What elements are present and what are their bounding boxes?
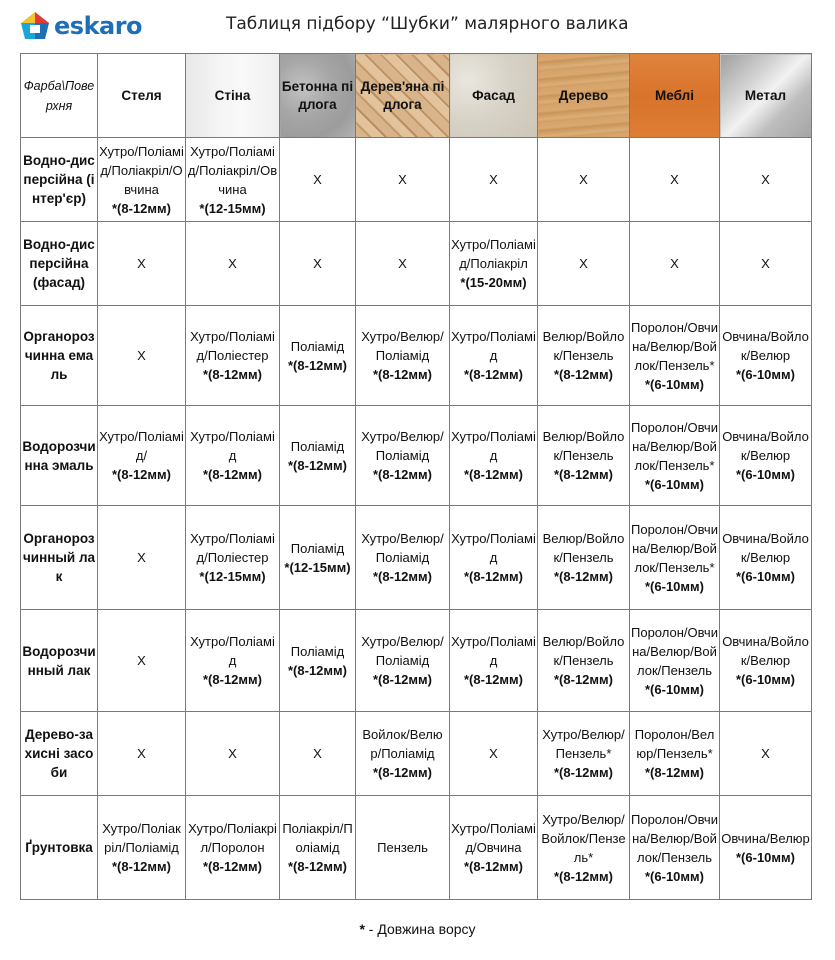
- nap-length: *(8-12мм): [464, 467, 523, 482]
- header-concrete-floor: Бетонна підлога: [280, 54, 356, 138]
- table-cell: [186, 222, 280, 306]
- footnote-text: - Довжина ворсу: [364, 921, 476, 937]
- table-cell: [186, 406, 280, 506]
- eskaro-logo: [20, 10, 142, 42]
- cell-text: Х: [137, 653, 146, 668]
- cell-text: Х: [398, 172, 407, 187]
- table-cell: [450, 306, 538, 406]
- row-label: Дерево-захисні засоби: [21, 712, 98, 796]
- cell-text: Х: [398, 256, 407, 271]
- cell-text: Хутро/Велюр/Поліамід: [361, 429, 444, 463]
- cell-text: Хутро/Велюр/Пензель*: [542, 727, 625, 761]
- cell-text: Поролон/Велюр/Пензель*: [634, 727, 715, 761]
- nap-length: *(8-12мм): [464, 859, 523, 874]
- nap-length: *(8-12мм): [203, 672, 262, 687]
- nap-length: *(6-10мм): [645, 578, 704, 594]
- table-cell: [538, 306, 630, 406]
- table-cell: [356, 406, 450, 506]
- table-cell: [450, 610, 538, 712]
- table-cell: [356, 138, 450, 222]
- nap-length: *(8-12мм): [112, 200, 171, 216]
- table-cell: [280, 306, 356, 406]
- page-title: Таблиця підбору “Шубки” малярного валика: [226, 14, 629, 34]
- cell-text: Велюр/Войлок/Пензель: [542, 329, 625, 363]
- table-cell: [630, 406, 720, 506]
- table-cell: [280, 222, 356, 306]
- cell-text: Поліамід: [290, 540, 345, 556]
- nap-length: *(8-12мм): [645, 765, 704, 780]
- cell-text: Хутро/Поліамід: [451, 634, 536, 668]
- table-row: [21, 406, 812, 506]
- cell-text: Х: [228, 256, 237, 271]
- cell-text: Хутро/Поліамід/: [99, 429, 184, 463]
- cell-text: Х: [489, 746, 498, 761]
- cell-text: Поролон/Овчина/Велюр/Войлок/Пензель*: [631, 319, 718, 373]
- table-cell: [538, 610, 630, 712]
- table-cell: [186, 138, 280, 222]
- table-row: [21, 610, 812, 712]
- table-cell: [720, 222, 812, 306]
- table-cell: [356, 506, 450, 610]
- cell-text: Поліамід: [290, 438, 345, 454]
- cell-text: Хутро/Поліамід: [190, 429, 275, 463]
- nap-length: *(6-10мм): [736, 467, 795, 482]
- table-cell: [356, 222, 450, 306]
- cell-text: Пензель: [377, 840, 428, 855]
- table-cell: [450, 406, 538, 506]
- header-facade: Фасад: [450, 54, 538, 138]
- table-cell: [186, 796, 280, 900]
- cell-text: Овчина/Войлок/Велюр: [722, 329, 809, 363]
- cell-text: Хутро/Поліамід: [451, 429, 536, 463]
- nap-length: *(6-10мм): [736, 569, 795, 584]
- table-cell: [280, 506, 356, 610]
- table-cell: [98, 306, 186, 406]
- nap-length: *(8-12мм): [554, 765, 613, 780]
- cell-text: Хутро/Поліамід/Овчина: [451, 821, 536, 855]
- table-cell: [720, 138, 812, 222]
- nap-length: *(8-12мм): [554, 868, 613, 884]
- footnote: [0, 921, 835, 937]
- table-cell: [186, 506, 280, 610]
- table-cell: [280, 138, 356, 222]
- cell-text: Х: [313, 172, 322, 187]
- nap-length: *(8-12мм): [464, 672, 523, 687]
- cell-text: Хутро/Поліамід/Поліакріл/Овчина: [99, 143, 184, 197]
- cell-text: Х: [670, 256, 679, 271]
- table-cell: [280, 406, 356, 506]
- cell-text: Поролон/Овчина/Велюр/Войлок/Пензель*: [631, 419, 718, 473]
- cell-text: Поролон/Овчина/Велюр/Войлок/Пензель: [631, 624, 718, 678]
- nap-length: *(6-10мм): [736, 367, 795, 382]
- nap-length: *(8-12мм): [288, 662, 347, 678]
- nap-length: *(8-12мм): [373, 467, 432, 482]
- cell-text: Велюр/Войлок/Пензель: [542, 429, 625, 463]
- brand-name: eskaro: [54, 12, 143, 40]
- row-label: Водно-дисперсійна (фасад): [21, 222, 98, 306]
- cell-text: Х: [761, 746, 770, 761]
- table-cell: [450, 506, 538, 610]
- table-cell: [356, 610, 450, 712]
- nap-length: *(8-12мм): [203, 467, 262, 482]
- cell-text: Х: [489, 172, 498, 187]
- table-cell: [186, 610, 280, 712]
- table-cell: [538, 222, 630, 306]
- cell-text: Хутро/Велюр/Поліамід: [361, 329, 444, 363]
- nap-length: *(8-12мм): [554, 569, 613, 584]
- header-row: [21, 54, 812, 138]
- table-cell: [538, 712, 630, 796]
- table-cell: [630, 138, 720, 222]
- table-row: [21, 712, 812, 796]
- cell-text: Велюр/Войлок/Пензель: [542, 531, 625, 565]
- table-cell: [630, 306, 720, 406]
- table-cell: [98, 222, 186, 306]
- cell-text: Поролон/Овчина/Велюр/Войлок/Пензель: [631, 811, 718, 865]
- table-cell: [450, 222, 538, 306]
- cell-text: Х: [670, 172, 679, 187]
- nap-length: *(8-12мм): [112, 467, 171, 482]
- table-cell: [450, 796, 538, 900]
- header-ceiling: Стеля: [98, 54, 186, 138]
- table-row: [21, 506, 812, 610]
- table-cell: [98, 406, 186, 506]
- corner-header: Фарба\Поверхня: [21, 54, 98, 138]
- nap-length: *(8-12мм): [203, 859, 262, 874]
- table-cell: [630, 610, 720, 712]
- row-label: Водорозчинный лак: [21, 610, 98, 712]
- table-cell: [630, 796, 720, 900]
- table-cell: [356, 712, 450, 796]
- nap-length: *(6-10мм): [736, 849, 795, 865]
- table-cell: [280, 796, 356, 900]
- table-cell: [186, 306, 280, 406]
- table-cell: [630, 712, 720, 796]
- cell-text: Х: [137, 256, 146, 271]
- table-cell: [356, 796, 450, 900]
- cell-text: Поліамід: [290, 643, 345, 659]
- cell-text: Овчина/Велюр: [721, 830, 810, 846]
- nap-length: *(12-15мм): [199, 569, 266, 584]
- cell-text: Хутро/Поліамід: [190, 634, 275, 668]
- header-furniture: Меблі: [630, 54, 720, 138]
- cell-text: Хутро/Велюр/Войлок/Пензель*: [541, 811, 626, 865]
- table-cell: [280, 712, 356, 796]
- cell-text: Х: [579, 172, 588, 187]
- table-cell: [720, 712, 812, 796]
- cell-text: Овчина/Войлок/Велюр: [722, 531, 809, 565]
- cell-text: Поліакріл/Поліамід: [282, 821, 353, 855]
- nap-length: *(8-12мм): [373, 765, 432, 780]
- cell-text: Хутро/Велюр/Поліамід: [361, 531, 444, 565]
- cell-text: Хутро/Поліамід: [451, 531, 536, 565]
- nap-length: *(8-12мм): [112, 859, 171, 874]
- header-wooden-floor: Дерев'яна підлога: [356, 54, 450, 138]
- header-wall: Стіна: [186, 54, 280, 138]
- row-label: Органорозчинный лак: [21, 506, 98, 610]
- nap-length: *(6-10мм): [645, 376, 704, 392]
- table-cell: [720, 506, 812, 610]
- nap-length: *(12-15мм): [199, 200, 266, 216]
- nap-length: *(8-12мм): [464, 569, 523, 584]
- table-cell: [98, 138, 186, 222]
- header-wood: Дерево: [538, 54, 630, 138]
- table-cell: [186, 712, 280, 796]
- nap-length: *(6-10мм): [736, 672, 795, 687]
- nap-length: *(8-12мм): [464, 367, 523, 382]
- cell-text: Х: [761, 172, 770, 187]
- row-label: Водорозчинна эмаль: [21, 406, 98, 506]
- cell-text: Поліамід: [290, 338, 345, 354]
- cell-text: Хутро/Поліакріл/Поролон: [188, 821, 277, 855]
- cell-text: Х: [137, 746, 146, 761]
- table-cell: [538, 406, 630, 506]
- table-row: [21, 796, 812, 900]
- table-cell: [450, 712, 538, 796]
- roller-selection-table: [20, 53, 812, 900]
- cell-text: Хутро/Поліамід: [451, 329, 536, 363]
- table-cell: [630, 222, 720, 306]
- nap-length: *(12-15мм): [284, 559, 351, 575]
- table-cell: [720, 610, 812, 712]
- table-row: [21, 222, 812, 306]
- nap-length: *(8-12мм): [288, 357, 347, 373]
- table-cell: [98, 796, 186, 900]
- table-cell: [630, 506, 720, 610]
- nap-length: *(8-12мм): [554, 367, 613, 382]
- row-label: Ґрунтовка: [21, 796, 98, 900]
- nap-length: *(6-10мм): [645, 681, 704, 697]
- table-cell: [720, 306, 812, 406]
- cell-text: Х: [228, 746, 237, 761]
- table-cell: [538, 506, 630, 610]
- table-cell: [98, 712, 186, 796]
- cell-text: Хутро/Поліамід/Поліестер: [190, 329, 275, 363]
- cell-text: Х: [313, 746, 322, 761]
- cell-text: Х: [137, 550, 146, 565]
- table-cell: [98, 610, 186, 712]
- nap-length: *(8-12мм): [288, 859, 347, 874]
- nap-length: *(8-12мм): [288, 457, 347, 473]
- header-metal: Метал: [720, 54, 812, 138]
- nap-length: *(8-12мм): [554, 467, 613, 482]
- cell-text: Поролон/Овчина/Велюр/Войлок/Пензель*: [631, 521, 718, 575]
- table-row: [21, 138, 812, 222]
- table-cell: [280, 610, 356, 712]
- table-cell: [538, 138, 630, 222]
- table-cell: [98, 506, 186, 610]
- table-cell: [356, 306, 450, 406]
- cell-text: Хутро/Велюр/Поліамід: [361, 634, 444, 668]
- footnote-mark: *: [359, 921, 365, 937]
- cell-text: Х: [579, 256, 588, 271]
- nap-length: *(15-20мм): [460, 275, 527, 290]
- table-cell: [720, 406, 812, 506]
- nap-length: *(8-12мм): [203, 367, 262, 382]
- nap-length: *(6-10мм): [645, 868, 704, 884]
- eskaro-house-icon: [20, 11, 50, 41]
- cell-text: Хутро/Поліакріл/Поліамід: [102, 821, 181, 855]
- nap-length: *(8-12мм): [373, 569, 432, 584]
- cell-text: Хутро/Поліамід/Поліакріл: [451, 237, 536, 271]
- table-cell: [720, 796, 812, 900]
- cell-text: Х: [137, 348, 146, 363]
- table-cell: [450, 138, 538, 222]
- nap-length: *(8-12мм): [554, 672, 613, 687]
- cell-text: Войлок/Велюр/Поліамід: [362, 727, 443, 761]
- cell-text: Хутро/Поліамід/Поліестер: [190, 531, 275, 565]
- table-row: [21, 306, 812, 406]
- cell-text: Х: [313, 256, 322, 271]
- nap-length: *(8-12мм): [373, 367, 432, 382]
- cell-text: Хутро/Поліамід/Поліакріл/Овчина: [187, 143, 278, 197]
- table-cell: [538, 796, 630, 900]
- nap-length: *(8-12мм): [373, 672, 432, 687]
- cell-text: Х: [761, 256, 770, 271]
- nap-length: *(6-10мм): [645, 476, 704, 492]
- row-label: Органорозчинна емаль: [21, 306, 98, 406]
- cell-text: Овчина/Войлок/Велюр: [722, 634, 809, 668]
- cell-text: Велюр/Войлок/Пензель: [542, 634, 625, 668]
- cell-text: Овчина/Войлок/Велюр: [722, 429, 809, 463]
- row-label: Водно-дисперсійна (інтер'єр): [21, 138, 98, 222]
